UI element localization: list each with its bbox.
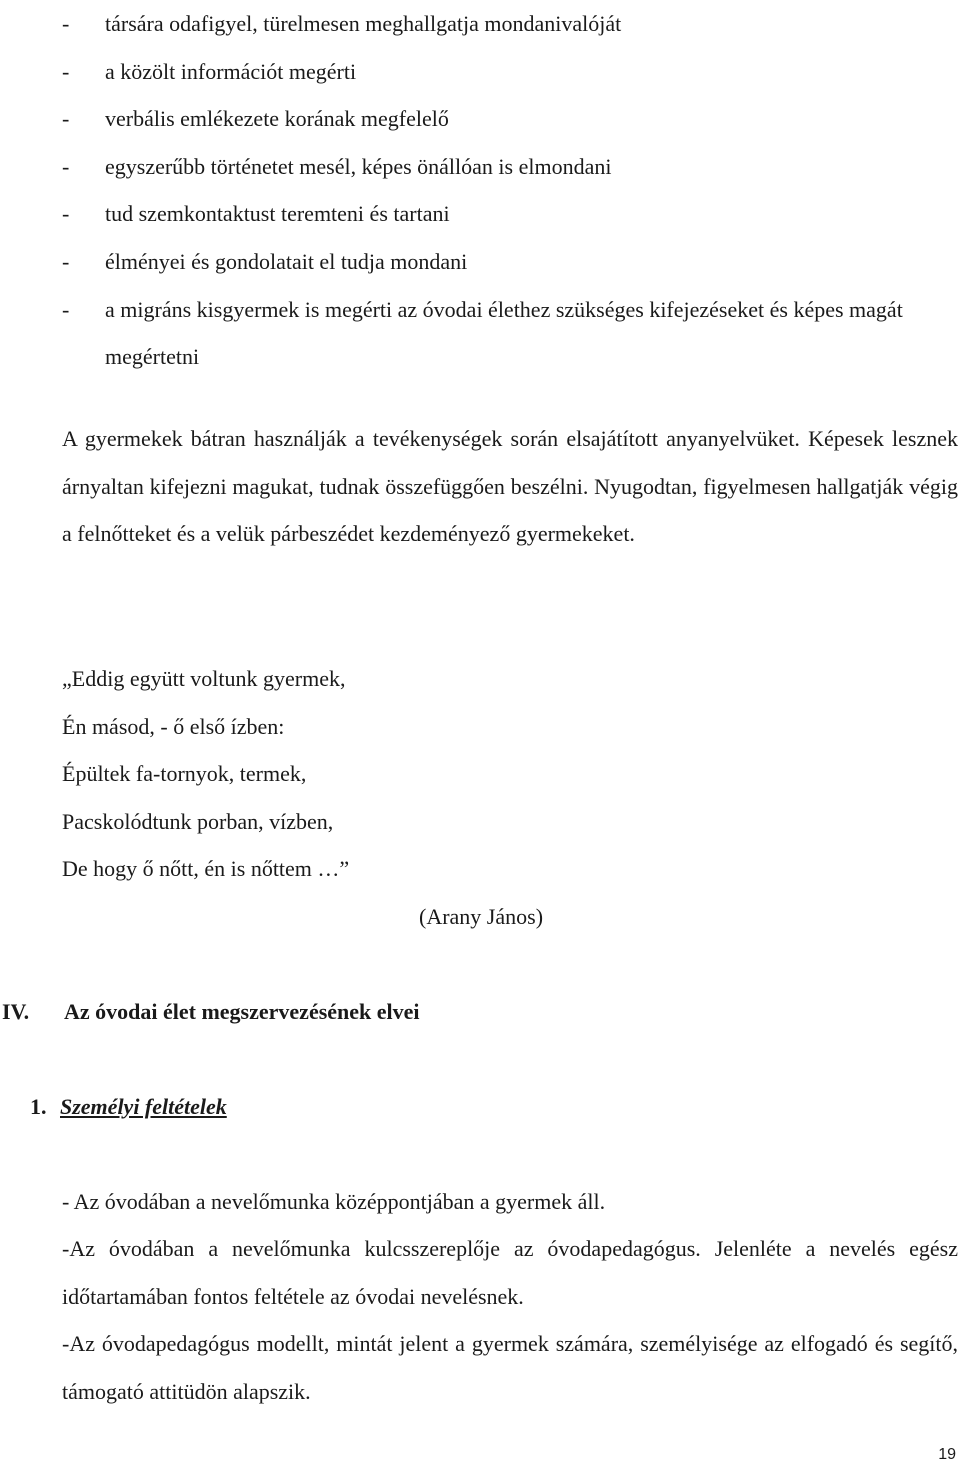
list-item — [62, 0, 958, 48]
bullet-list — [62, 0, 958, 381]
list-item-text: a közölt információt megérti — [105, 58, 357, 84]
list-item — [62, 95, 958, 143]
list-item — [62, 238, 958, 286]
list-item — [62, 48, 958, 96]
list-dash: - — [62, 58, 70, 84]
poem-line: Én másod, - ő első ízben: — [62, 713, 285, 739]
page-number: 19 — [938, 1446, 956, 1463]
list-item — [62, 190, 958, 238]
list-item-text: társára odafigyel, türelmesen meghallgatja mondanivalóját — [105, 11, 622, 36]
subsection-heading — [30, 1083, 227, 1131]
section-heading — [0, 988, 420, 1036]
body-paragraph: - Az óvodában a nevelőmunka középpontjában a gyermek áll. — [62, 1189, 606, 1214]
poem-line: „Eddig együtt voltunk gyermek, — [62, 666, 346, 691]
list-dash: - — [62, 106, 70, 132]
list-dash: - — [62, 248, 70, 274]
list-item-text: verbális emlékezete korának megfelelő — [105, 106, 449, 132]
list-dash: - — [62, 11, 70, 36]
list-item-text: tud szemkontaktust teremteni és tartani — [105, 201, 450, 227]
list-item-text: a migráns kisgyermek is megérti az óvodai élethez szükséges kifejezéseket és képes magát megértetni — [105, 296, 903, 370]
poem-line: De hogy ő nőtt, én is nőttem …” — [62, 856, 350, 882]
list-dash: - — [62, 153, 70, 179]
poem-author: (Arany János) — [419, 904, 544, 929]
list-item-text: egyszerűbb történetet mesél, képes önállóan is elmondani — [105, 153, 612, 179]
poem-line: Pacskolódtunk porban, vízben, — [62, 808, 334, 834]
subsection-number: 1. — [30, 1094, 47, 1119]
list-dash: - — [62, 296, 70, 322]
list-item — [62, 143, 958, 191]
list-dash: - — [62, 201, 70, 227]
section-title: Az óvodai élet megszervezésének elvei — [64, 999, 420, 1024]
section-number: IV. — [2, 999, 30, 1024]
body-paragraph: -Az óvodában a nevelőmunka kulcsszereplője az óvodapedagógus. Jelenléte a nevelés egész időtartamában fontos feltétele az óvodai nevelésnek. — [62, 1236, 958, 1309]
poem-quote — [62, 655, 662, 893]
list-item — [62, 286, 958, 381]
poem-line: Épültek fa-tornyok, termek, — [62, 761, 307, 787]
body-paragraph: -Az óvodapedagógus modellt, mintát jelent a gyermek számára, személyisége az elfogadó és segítő, támogató attitüdön alapszik. — [62, 1331, 958, 1404]
subsection-title: Személyi feltételek — [60, 1094, 227, 1119]
body-paragraph: A gyermekek bátran használják a tevékenységek során elsajátított anyanyelvüket. Képesek lesznek árnyaltan kifejezni magukat, tudnak összefüggően beszélni. Nyugodtan, figyelmesen hallgatják végig a felnőtteket és a velük párbeszédet kezdeményező gyermekeket. — [62, 426, 958, 547]
list-item-text: élményei és gondolatait el tudja mondani — [105, 248, 468, 274]
